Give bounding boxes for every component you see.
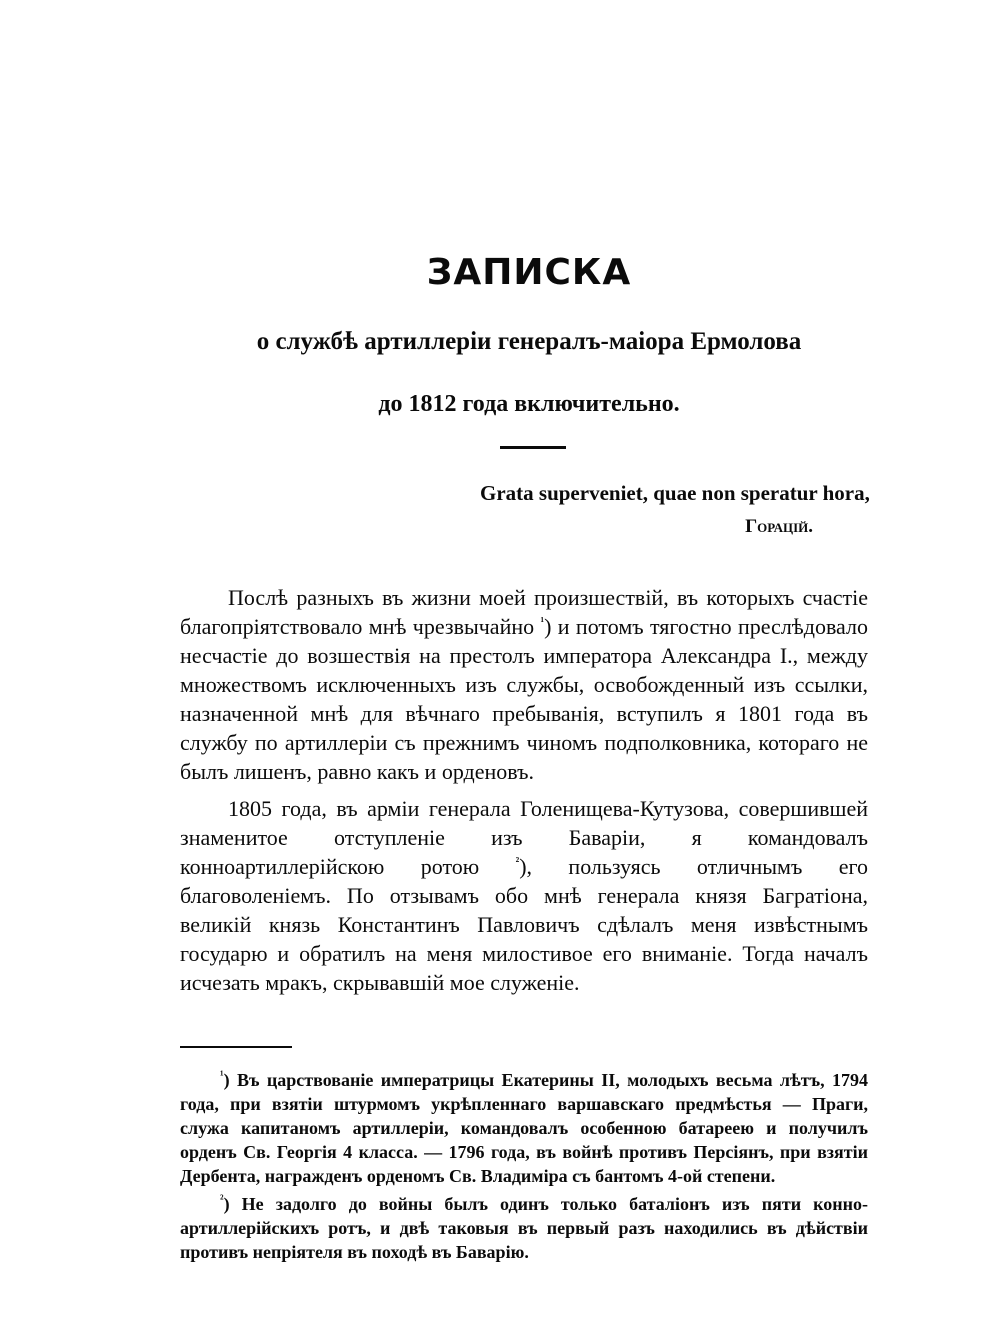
epigraph-author: Горацій.: [745, 516, 813, 537]
epigraph: [480, 476, 870, 544]
footnote-ref-1: ¹: [540, 614, 545, 629]
paragraph-2: [180, 794, 868, 997]
paragraph-1-part-b: ) и потомъ тягостно преслѣдовало несчастіе до возшествія на престолъ императора Александра I., между множествомъ исключенныхъ изъ службы, освобожденный изъ ссылки, назначенной мнѣ для вѣчнаго пребыванія, вступилъ я 1801 года въ службу по артиллеріи съ прежнимъ чиномъ подполковника, котораго не былъ лишенъ, равно какъ и орденовъ.: [180, 614, 868, 784]
footnote-2: [180, 1192, 868, 1264]
footnote-1-marker: ¹: [220, 1068, 224, 1082]
document-subtitle: о службѣ артиллеріи генералъ-маіора Ермолова: [256, 328, 802, 355]
title-divider: [500, 446, 566, 449]
footnote-1-text: ) Въ царствованіе императрицы Екатерины II, молодыхъ весьма лѣтъ, 1794 года, при взятіи штурмомъ укрѣпленнаго варшавскаго предмѣстья — Праги, служа капитаномъ артиллеріи, командовалъ особенною батареею и получилъ орденъ Св. Георгія 4 класса. — 1796 года, въ войнѣ противъ Персіянъ, при взятіи Дербента, награжденъ орденомъ Св. Владиміра съ бантомъ 4-ой степени.: [180, 1070, 868, 1186]
paragraph-2-part-a: 1805 года, въ арміи генерала Голенищева-Кутузова, совершившей знаменитое отступленіе изъ Баваріи, я командовалъ конноартиллерійскою ротою: [180, 796, 868, 879]
footnote-1: [180, 1068, 868, 1188]
paragraph-2-part-b: ), пользуясь отличнымъ его благоволеніемъ. По отзывамъ обо мнѣ генерала князя Багратіона, великій князь Константинъ Павловичъ сдѣлалъ меня извѣстнымъ государю и обратилъ на меня милостивое его вниманіе. Тогда началъ исчезать мракъ, скрывавшій мое служеніе.: [180, 854, 868, 995]
footnote-divider: [180, 1046, 292, 1048]
footnote-ref-2: ²: [515, 854, 520, 869]
paragraph-1-part-a: Послѣ разныхъ въ жизни моей произшествій, въ которыхъ счастіе благопріятствовало мнѣ чрезвычайно: [180, 585, 868, 639]
footnote-2-text: ) Не задолго до войны былъ одинъ только баталіонъ изъ пяти конно-артиллерійскихъ ротъ, и двѣ таковыя въ первый разъ находились въ дѣйствіи противъ непріятеля въ походѣ въ Баварію.: [180, 1194, 868, 1262]
footnote-2-marker: ²: [220, 1192, 224, 1206]
main-text: [180, 583, 868, 1005]
document-title: ЗАПИСКА: [426, 252, 632, 293]
document-subtitle-date: до 1812 года включительно.: [378, 391, 680, 417]
epigraph-quote: Grata superveniet, quae non speratur hora,: [480, 481, 870, 505]
paragraph-1: [180, 583, 868, 786]
footnotes: [180, 1068, 868, 1268]
